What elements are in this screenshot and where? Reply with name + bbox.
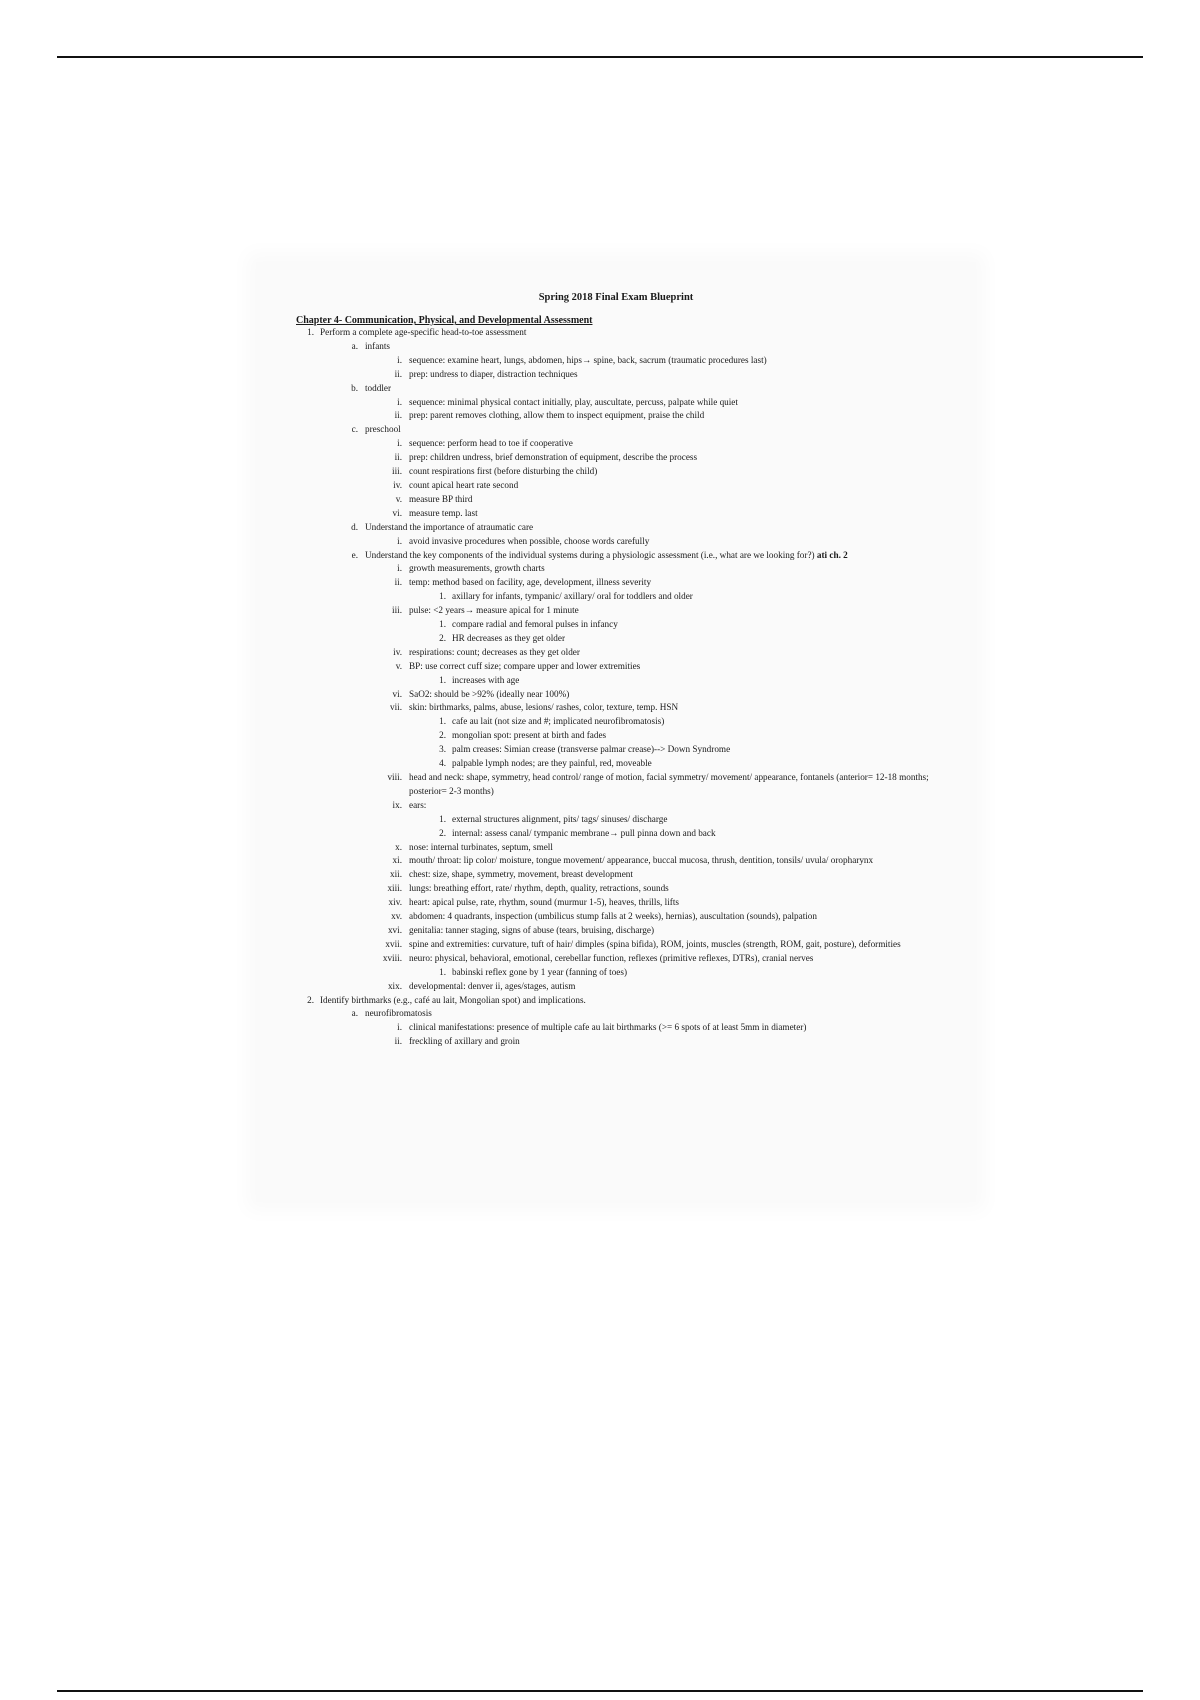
outline-item-text-main: Perform a complete age-specific head-to-toe assessment — [320, 327, 527, 337]
outline-item — [296, 549, 936, 563]
outline-item-text-main: Understand the key components of the individual systems during a physiologic assessment (i.e., what are we looking for?) — [365, 549, 815, 560]
outline-item — [296, 799, 936, 813]
outline-item-text-main: prep: children undress, brief demonstration of equipment, describe the process — [409, 452, 698, 463]
outline-list — [296, 326, 936, 1049]
outline-item — [296, 882, 936, 896]
outline-item-text — [296, 715, 936, 729]
outline-item-number: vi. — [392, 507, 402, 518]
outline-item — [296, 493, 936, 507]
outline-item — [296, 827, 936, 841]
outline-item-reference: ati ch. 2 — [816, 549, 848, 560]
outline-item-text — [296, 618, 936, 632]
outline-item-text-main: nose: internal turbinates, septum, smell — [409, 841, 553, 852]
outline-item — [296, 1007, 936, 1021]
outline-item-text-main: BP: use correct cuff size; compare upper and lower extremities — [409, 660, 641, 671]
outline-item-text-main: palm creases: Simian crease (transverse palmar crease)--> Down Syndrome — [452, 744, 731, 755]
outline-item — [296, 590, 936, 604]
outline-item-text — [296, 743, 936, 757]
outline-item-number: iv. — [393, 479, 402, 490]
outline-item-text-main: babinski reflex gone by 1 year (fanning of toes) — [452, 966, 628, 977]
chapter-heading: Chapter 4- Communication, Physical, and Developmental Assessment — [296, 315, 593, 326]
outline-item-number: xi. — [392, 855, 402, 866]
outline-item-text-main: count apical heart rate second — [409, 479, 519, 490]
outline-item — [296, 604, 936, 618]
outline-item-text-main: HR decreases as they get older — [452, 632, 566, 643]
outline-item-number: ii. — [394, 368, 402, 379]
outline-item-text — [296, 1007, 936, 1021]
outline-item-text-main: lungs: breathing effort, rate/ rhythm, depth, quality, retractions, sounds — [409, 883, 669, 894]
outline-item — [296, 813, 936, 827]
outline-item-text — [296, 813, 936, 827]
outline-item — [296, 396, 936, 410]
outline-item — [296, 409, 936, 423]
outline-item — [296, 868, 936, 882]
outline-item-text-main: increases with age — [452, 674, 520, 685]
outline-item-text-main: neurofibromatosis — [365, 1008, 432, 1019]
outline-item — [296, 535, 936, 549]
outline-item-text-main: genitalia: tanner staging, signs of abuse (tears, bruising, discharge) — [409, 924, 655, 935]
outline-item-text — [296, 994, 936, 1008]
outline-item-number: ix. — [392, 799, 402, 810]
outline-item — [296, 368, 936, 382]
outline-item-text-main: abdomen: 4 quadrants, inspection (umbilicus stump falls at 2 weeks), hernias), auscultation (sounds), palpation — [409, 911, 817, 922]
outline-item-number: 1. — [439, 813, 446, 824]
outline-item-number: xiii. — [387, 883, 402, 894]
outline-item-text-main: head and neck: shape, symmetry, head control/ range of motion, facial symmetry/ movement/ appearance, fontanels (anterior= 12-18 months; posterior= 2-3 months) — [409, 772, 929, 796]
outline-item-number: viii. — [387, 772, 402, 782]
document-body — [296, 292, 936, 1049]
outline-item-text — [296, 729, 936, 743]
outline-item-text — [296, 549, 936, 563]
outline-item — [296, 423, 936, 437]
outline-item-text-main: ears: — [409, 799, 427, 810]
document-title: Spring 2018 Final Exam Blueprint — [538, 292, 694, 303]
outline-item-number: xix. — [387, 980, 402, 991]
outline-item-number: iii. — [392, 466, 402, 477]
outline-item-number: x. — [395, 841, 402, 852]
outline-item — [296, 854, 936, 868]
outline-item-number: ii. — [394, 410, 402, 421]
outline-item-text — [296, 966, 936, 980]
outline-item-text-main: skin: birthmarks, palms, abuse, lesions/ rashes, color, texture, temp. HSN — [409, 702, 679, 713]
outline-item-number: 2. — [439, 632, 446, 643]
outline-item-number: a. — [351, 340, 358, 351]
outline-item — [296, 841, 936, 855]
outline-item — [296, 771, 936, 799]
outline-item-text — [296, 521, 936, 535]
outline-item — [296, 479, 936, 493]
outline-item-text-main: chest: size, shape, symmetry, movement, breast development — [409, 869, 633, 880]
outline-item-text-main: palpable lymph nodes; are they painful, red, moveable — [452, 758, 652, 769]
outline-item-text-main: clinical manifestations: presence of multiple cafe au lait birthmarks (>= 6 spots of at least 5mm in diameter) — [409, 1022, 807, 1033]
outline-item-text-main: sequence: perform head to toe if cooperative — [409, 438, 573, 449]
outline-item-number: i. — [397, 1022, 402, 1033]
outline-item-number: v. — [395, 660, 402, 671]
outline-item-text-main: toddler — [365, 382, 392, 393]
outline-item-number: a. — [351, 1008, 358, 1019]
outline-item — [296, 1035, 936, 1049]
outline-item — [296, 354, 936, 368]
outline-item — [296, 632, 936, 646]
outline-item — [296, 465, 936, 479]
outline-item-number: ii. — [394, 1036, 402, 1047]
outline-item-text — [296, 340, 936, 354]
outline-item-text-main: measure temp. last — [409, 507, 478, 518]
outline-item-text-main: heart: apical pulse, rate, rhythm, sound (murmur 1-5), heaves, thrills, lifts — [409, 897, 679, 908]
outline-item-number: 3. — [439, 744, 446, 755]
top-rule — [57, 56, 1143, 58]
outline-item-number: xvii. — [385, 938, 402, 949]
document-page — [256, 262, 976, 1202]
outline-item-number: iv. — [393, 646, 402, 657]
outline-item-number: 2. — [307, 994, 314, 1005]
outline-item-text-main: measure BP third — [409, 493, 473, 504]
outline-item-number: 2. — [439, 827, 446, 838]
outline-item-text-main: freckling of axillary and groin — [409, 1036, 520, 1047]
outline-item-number: vii. — [390, 702, 402, 713]
outline-item — [296, 729, 936, 743]
outline-item — [296, 994, 936, 1008]
outline-item-text — [296, 423, 936, 437]
outline-item-number: d. — [351, 521, 358, 532]
outline-item — [296, 701, 936, 715]
outline-item-number: 4. — [439, 758, 446, 769]
outline-item-number: b. — [351, 382, 358, 393]
outline-item-text-main: Understand the importance of atraumatic care — [365, 521, 534, 532]
outline-item — [296, 966, 936, 980]
outline-item-number: 1. — [439, 591, 446, 602]
outline-item-text — [296, 827, 936, 841]
outline-item-text-main: preschool — [365, 424, 401, 435]
outline-item-number: ii. — [394, 452, 402, 463]
outline-item-text-main: internal: assess canal/ tympanic membrane→ pull pinna down and back — [452, 827, 716, 838]
outline-item-text-main: avoid invasive procedures when possible, choose words carefully — [409, 535, 650, 546]
outline-item-text-main: prep: parent removes clothing, allow them to inspect equipment, praise the child — [409, 410, 705, 421]
outline-item-number: 1. — [439, 619, 446, 630]
outline-item-number: ii. — [394, 577, 402, 588]
outline-item-number: iii. — [392, 605, 402, 616]
outline-item-number: xviii. — [382, 952, 402, 963]
outline-item-text — [296, 382, 936, 396]
outline-item — [296, 340, 936, 354]
outline-item — [296, 743, 936, 757]
outline-item-number: 1. — [439, 966, 446, 977]
outline-item-number: xii. — [390, 869, 402, 880]
outline-item-number: i. — [397, 438, 402, 449]
outline-item-text-main: compare radial and femoral pulses in infancy — [452, 619, 618, 630]
outline-item-text-main: respirations: count; decreases as they get older — [409, 646, 580, 657]
outline-item-text — [296, 674, 936, 688]
outline-item-number: e. — [351, 549, 358, 560]
outline-item-text-main: cafe au lait (not size and #; implicated neurofibromatosis) — [452, 716, 665, 727]
outline-item-number: i. — [397, 535, 402, 546]
outline-item-number: 1. — [439, 674, 446, 685]
outline-item — [296, 618, 936, 632]
outline-item-text-main: developmental: denver ii, ages/stages, autism — [409, 980, 576, 991]
outline-item — [296, 952, 936, 966]
outline-item — [296, 896, 936, 910]
outline-item-text-main: pulse: <2 years→ measure apical for 1 minute — [409, 605, 579, 616]
outline-item-text-main: spine and extremities: curvature, tuft of hair/ dimples (spina bifida), ROM, joints, muscles (strength, ROM, gait, posture), deformities — [409, 938, 901, 949]
outline-item-number: c. — [351, 424, 358, 435]
outline-item — [296, 715, 936, 729]
outline-item-number: 1. — [439, 716, 446, 727]
outline-item — [296, 382, 936, 396]
outline-item-text — [296, 326, 936, 340]
outline-item-text-main: sequence: minimal physical contact initially, play, auscultate, percuss, palpate while quiet — [409, 396, 738, 407]
outline-item — [296, 924, 936, 938]
outline-item-number: xv. — [391, 911, 402, 922]
outline-item — [296, 451, 936, 465]
outline-item-number: 2. — [439, 730, 446, 741]
outline-item — [296, 507, 936, 521]
outline-item — [296, 576, 936, 590]
outline-item — [296, 562, 936, 576]
outline-item-number: i. — [397, 396, 402, 407]
outline-item-text-main: infants — [365, 340, 391, 351]
outline-item-text-main: prep: undress to diaper, distraction techniques — [409, 368, 578, 379]
outline-item-text-main: axillary for infants, tympanic/ axillary/ oral for toddlers and older — [452, 591, 693, 602]
outline-item-text-main: Identify birthmarks (e.g., café au lait, Mongolian spot) and implications. — [320, 994, 586, 1005]
outline-item-text-main: SaO2: should be >92% (ideally near 100%) — [409, 688, 570, 699]
outline-item-number: xiv. — [388, 897, 402, 908]
outline-item — [296, 646, 936, 660]
outline-item — [296, 437, 936, 451]
outline-item — [296, 910, 936, 924]
outline-item-text-main: mongolian spot: present at birth and fades — [452, 730, 607, 741]
bottom-rule — [57, 1690, 1143, 1692]
outline-item-text — [296, 590, 936, 604]
outline-item-number: i. — [397, 563, 402, 574]
outline-item-number: i. — [397, 354, 402, 365]
outline-item — [296, 757, 936, 771]
outline-item-text-main: growth measurements, growth charts — [409, 563, 545, 574]
outline-item — [296, 660, 936, 674]
outline-item-text-main: sequence: examine heart, lungs, abdomen, hips→ spine, back, sacrum (traumatic procedures last) — [409, 354, 767, 365]
outline-item-text-main: external structures alignment, pits/ tags/ sinuses/ discharge — [452, 813, 668, 824]
outline-item-text-main: count respirations first (before disturbing the child) — [409, 466, 598, 477]
outline-item-number: v. — [395, 493, 402, 504]
outline-item-number: xvi. — [387, 924, 402, 935]
outline-item-text-main: neuro: physical, behavioral, emotional, cerebellar function, reflexes (primitive reflexes, DTRs), cranial nerves — [409, 952, 814, 963]
outline-item — [296, 326, 936, 340]
outline-item — [296, 938, 936, 952]
outline-item-number: vi. — [392, 688, 402, 699]
outline-item — [296, 688, 936, 702]
outline-item-text — [296, 757, 936, 771]
outline-item — [296, 1021, 936, 1035]
outline-item — [296, 674, 936, 688]
outline-item — [296, 980, 936, 994]
outline-item-text-main: mouth/ throat: lip color/ moisture, tongue movement/ appearance, buccal mucosa, thrush, dentition, tonsils/ uvula/ oropharynx — [409, 855, 874, 866]
outline-item-text-main: temp: method based on facility, age, development, illness severity — [409, 577, 652, 588]
outline-item-number: 1. — [307, 327, 314, 337]
outline-item — [296, 521, 936, 535]
outline-item-text — [296, 632, 936, 646]
